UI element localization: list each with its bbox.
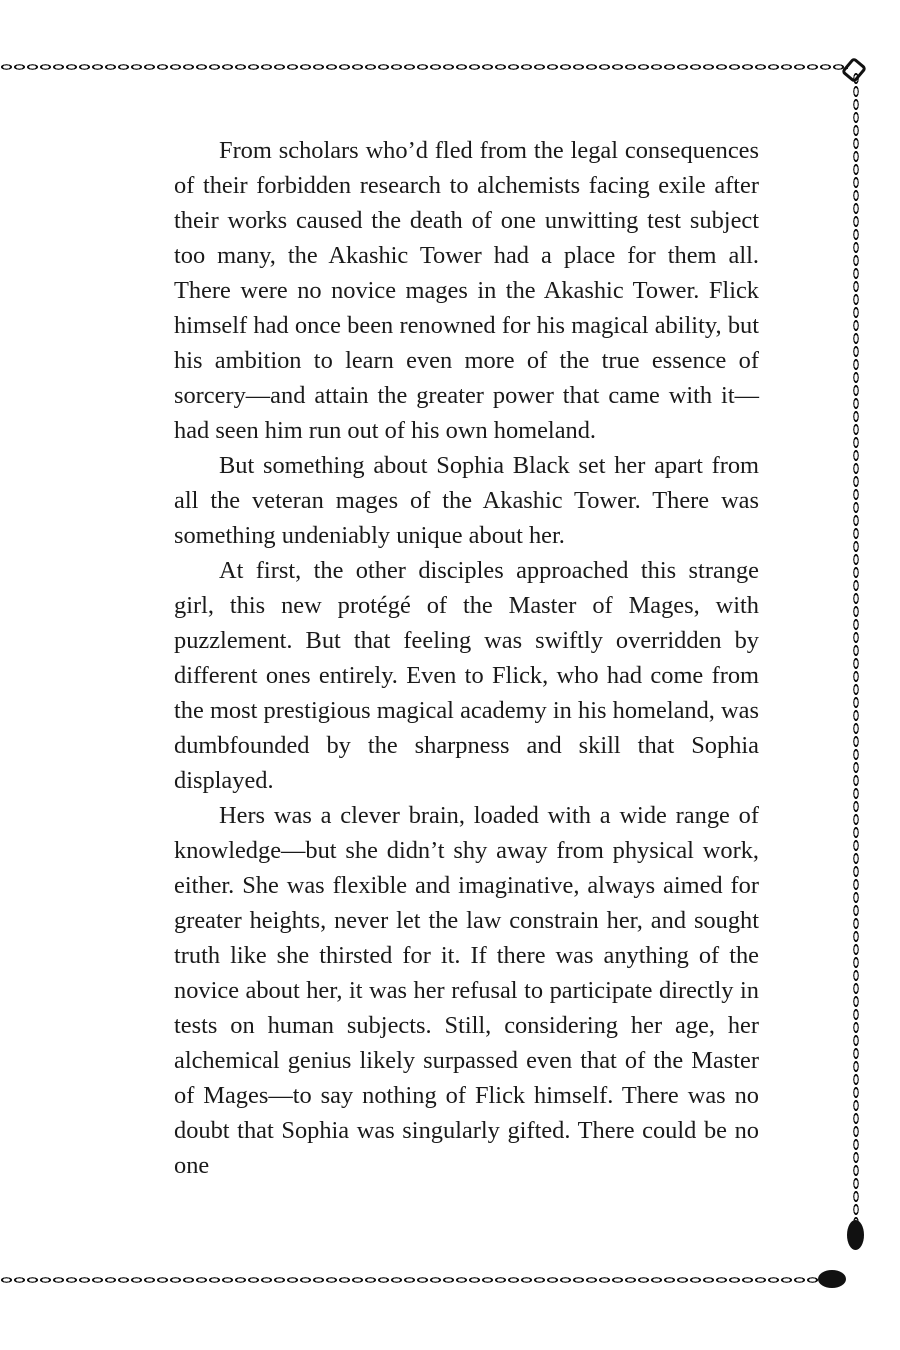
page-body [174, 133, 759, 1183]
chain-border-top [0, 62, 848, 72]
paragraph: At first, the other disciples approached this strange girl, this new protégé of the Master of Mages, with puzzlement. But that feeling was swiftly overridden by different ones entirely. Even to Flick, who had come from the most prestigious magical academy in his homeland, was dumbfounded by the sharpness and skill that Sophia displayed. [174, 557, 759, 794]
chain-border-bottom [0, 1275, 820, 1285]
chain-weight-right-icon [847, 1220, 864, 1250]
chain-border-right [851, 72, 861, 1222]
paragraph: Hers was a clever brain, loaded with a wide range of knowledge—but she didn’t shy away from physical work, either. She was flexible and imaginative, always aimed for greater heights, never let the law constrain her, and sought truth like she thirsted for it. If there was anything of the novice about her, it was her refusal to participate directly in tests on human subjects. Still, considering her age, her alchemical genius likely surpassed even that of the Master of Mages—to say nothing of Flick himself. There was no doubt that Sophia was singularly gifted. There could be no one [174, 802, 759, 1179]
paragraph: From scholars who’d fled from the legal consequences of their forbidden research to alchemists facing exile after their works caused the death of one unwitting test subject too many, the Akashic Tower had a place for them all. There were no novice mages in the Akashic Tower. Flick himself had once been renowned for his magical ability, but his ambition to learn even more of the true essence of sorcery—and attain the greater power that came with it—had seen him run out of his own homeland. [174, 137, 759, 444]
paragraph: But something about Sophia Black set her apart from all the veteran mages of the Akashic Tower. There was something undeniably unique about her. [174, 452, 759, 549]
chain-weight-bottom-icon [818, 1270, 846, 1288]
